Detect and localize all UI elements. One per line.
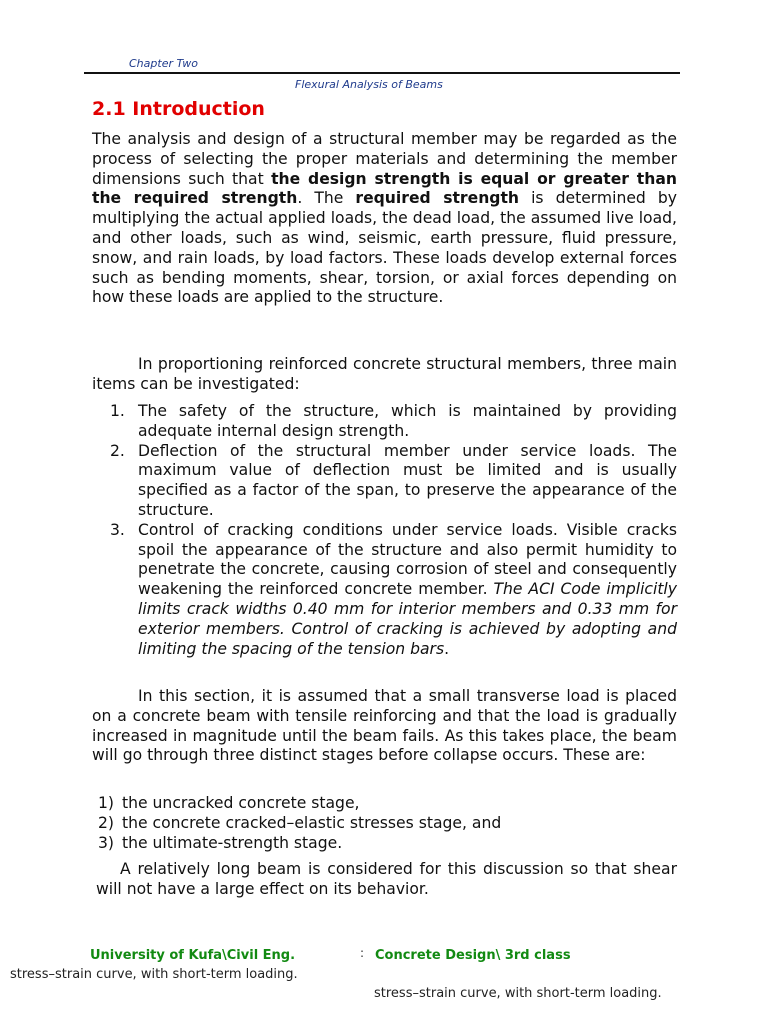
intro-paragraph	[92, 130, 677, 308]
list-item	[110, 442, 677, 521]
page-heading: 2.1 Introduction	[92, 98, 265, 120]
text-run: . The	[297, 189, 356, 208]
list-item	[98, 834, 677, 854]
bold-run: required strength	[355, 189, 520, 208]
caption-text: stress–strain curve, with short-term loading.	[374, 986, 662, 1001]
footer-separator: :	[360, 946, 365, 960]
section-title: Flexural Analysis of Beams	[295, 78, 443, 91]
beam-paragraph: A relatively long beam is considered for this discussion so that shear will not have a large effect on its behavior.	[96, 860, 677, 898]
caption-text: stress–strain curve, with short-term loading.	[10, 967, 298, 982]
list-number: 2)	[98, 813, 115, 832]
italic-run: The ACI Code implicitly limits crack widths 0.40 mm for interior members and 0.33 mm for exterior members. Control of cracking is achieved by adopting and limiting the spacing of the tension bars	[138, 580, 677, 658]
header-rule	[84, 72, 680, 74]
list-text	[138, 521, 677, 660]
items-list	[110, 402, 677, 659]
stages-paragraph: In this section, it is assumed that a small transverse load is placed on a concrete beam with tensile reinforcing and that the load is gradually increased in magnitude until the beam fails. As this takes place, the beam will go through three distinct stages before collapse occurs. These are:	[92, 687, 677, 765]
footer-university: University of Kufa\Civil Eng.	[90, 948, 296, 963]
list-item	[110, 521, 677, 660]
list-item	[110, 402, 677, 442]
list-text: The safety of the structure, which is maintained by providing adequate internal design strength.	[138, 402, 677, 440]
list-text: the uncracked concrete stage,	[122, 794, 360, 812]
footer-course: Concrete Design\ 3rd class	[375, 948, 571, 963]
list-text: Deflection of the structural member under service loads. The maximum value of deflection must be limited and is usually specified as a factor of the span, to preserve the appearance of the structure.	[138, 441, 677, 519]
list-number: 3)	[98, 833, 115, 852]
text-run: The analysis and design of a structural member may be regarded as the process of selecting the proper materials and determining the member dimensions such that	[92, 130, 677, 188]
list-text: the ultimate-strength stage.	[122, 833, 343, 852]
proportioning-paragraph: In proportioning reinforced concrete structural members, three main items can be investigated:	[92, 355, 677, 393]
text-run: Control of cracking conditions under service loads. Visible cracks spoil the appearance of the structure and also permit humidity to penetrate the concrete, causing corrosion of steel and consequently weakening the reinforced concrete member.	[138, 520, 677, 599]
list-number: 2.	[110, 441, 125, 460]
list-number: 1)	[98, 794, 115, 812]
list-text: the concrete cracked–elastic stresses stage, and	[122, 813, 502, 832]
list-number: 1.	[110, 402, 125, 420]
bold-run: the design strength is equal or greater than the required strength	[92, 169, 677, 208]
list-item	[98, 794, 677, 814]
list-number: 3.	[110, 520, 125, 539]
chapter-label: Chapter Two	[129, 57, 199, 70]
stages-list	[98, 794, 677, 853]
text-run: is determined by multiplying the actual applied loads, the dead load, the assumed live load, and other loads, such as wind, seismic, earth pressure, fluid pressure, snow, and rain loads, by load factors. These loads develop external forces such as bending moments, shear, torsion, or axial forces depending on how these loads are applied to the structure.	[92, 189, 677, 307]
list-item	[98, 814, 677, 834]
text-run: .	[444, 639, 450, 658]
